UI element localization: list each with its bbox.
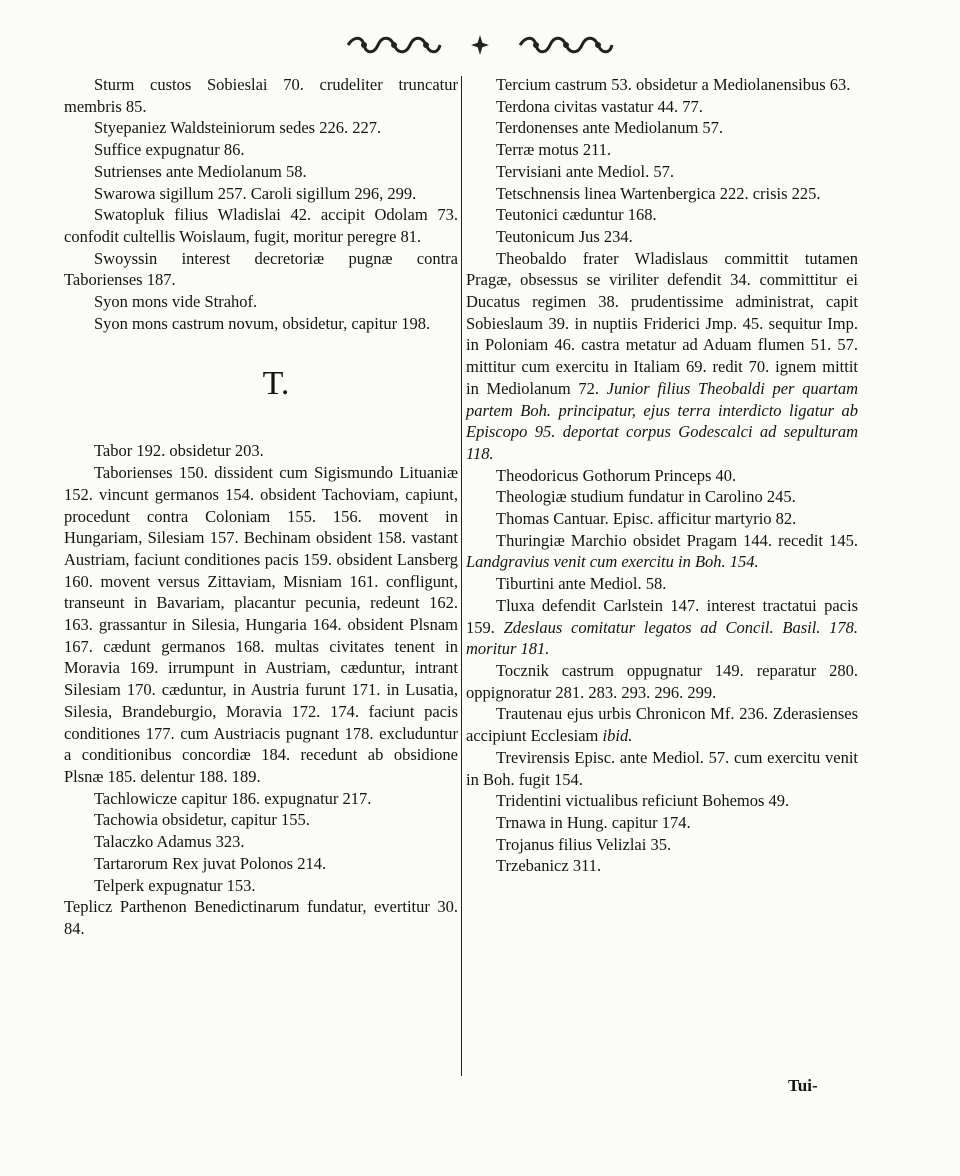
italic-headword: Landgravius venit cum exercitu in Boh. 154. — [466, 552, 759, 572]
ornament-left-icon — [344, 34, 444, 56]
italic-reference: ibid. — [602, 726, 633, 746]
italic-headword: Zdeslaus comitatur legatos ad Concil. Basil. 178. moritur 181. — [466, 617, 859, 659]
index-entry: Telperk expugnatur 153. — [94, 875, 256, 895]
index-entry: Suffice expugnatur 86. — [94, 140, 245, 160]
italic-headword: Junior filius Theobaldi per quartam partem Boh. principatur, ejus terra interdicto ligatur ab Episcopo 95. deportat corpus Godescalci ad sepulturam 118. — [466, 378, 859, 463]
header-ornament — [0, 30, 960, 60]
index-entry: Tridentini victualibus reficiunt Bohemos 49. — [496, 791, 790, 811]
index-entry: Terdonenses ante Mediolanum 57. — [496, 118, 724, 138]
index-entry: Terræ motus 211. — [496, 140, 612, 160]
entry-text: Theobaldo frater Wladislaus committit tutamen Pragæ, obsessus se viriliter defendit 34. committitur ei Ducatus regimen 38. prudentissime administrat, capit Sobieslaum 39. in nuptiis Friderici Jmp. 45. sequitur Imp. in Poloniam 46. castra metatur ad Aduam flumen 51. 57. mittitur cum exercitu in Italiam 69. redit 70. ignem mittit in Mediolanum 72. — [466, 248, 858, 398]
index-entry — [466, 248, 858, 465]
index-entry: Sturm custos Sobieslai 70. crudeliter truncatur membris 85. — [64, 75, 458, 116]
index-entry: Trevirensis Episc. ante Mediol. 57. cum exercitu venit in Boh. fugit 154. — [466, 747, 858, 789]
index-entry: Syon mons vide Strahof. — [94, 292, 258, 312]
index-entry: Thomas Cantuar. Episc. afficitur martyrio 82. — [496, 509, 797, 529]
index-entry: Sutrienses ante Mediolanum 58. — [94, 161, 307, 181]
index-entry: Styepaniez Waldsteiniorum sedes 226. 227. — [94, 118, 382, 138]
index-entry: Tiburtini ante Mediol. 58. — [496, 574, 667, 594]
index-entry: Tartarorum Rex juvat Polonos 214. — [94, 853, 327, 873]
index-entry: Taborienses 150. dissident cum Sigismundo Lituaniæ 152. vincunt germanos 154. obsident Tachoviam, capiunt, procedunt contra Coloniam 155. 156. movent in Hungariam, Silesiam 157. Bechinam obsident 158. vastant Austriam, faciunt conditiones pacis 159. obsident Lansberg 160. movent versus Zittaviam, Misniam 161. confligunt, transeunt in Bavariam, placantur pecunia, redeunt 162. 163. grassantur in Silesia, Hungaria 164. obsident Plsnam 167. cædunt germanos 168. multas civitates tenent in Moravia 169. irrumpunt in Austriam, cæduntur, intrant Silesiam 170. cæduntur, in Austria furunt 171. in Lusatia, Silesia, Brandeburgio, Moravia 172. 174. faciunt pacis conditiones 177. cum Austriacis pugnant 178. excluduntur a conditionibus concordiæ 184. recedunt ab obsidione Plsnæ 185. delentur 188. 189. — [64, 463, 458, 786]
index-entry: Syon mons castrum novum, obsidetur, capitur 198. — [94, 313, 431, 333]
index-entry: Theologiæ studium fundatur in Carolino 245. — [496, 487, 796, 507]
index-entry — [466, 530, 858, 573]
index-entry: Teplicz Parthenon Benedictinarum fundatur, evertitur 30. 84. — [64, 897, 458, 938]
index-entry: Talaczko Adamus 323. — [94, 832, 245, 852]
index-entry — [466, 595, 858, 660]
index-entry: Teutonicum Jus 234. — [496, 226, 633, 246]
index-entry: Terdona civitas vastatur 44. 77. — [496, 96, 703, 116]
index-entry: Swatopluk filius Wladislai 42. accipit Odolam 73. confodit cultellis Woislaum, fugit, moritur peregre 81. — [64, 205, 458, 246]
index-entry: Tabor 192. obsidetur 203. — [94, 441, 264, 461]
entry-text: Tluxa defendit Carlstein 147. interest tractatui pacis 159. — [466, 595, 858, 637]
index-entry: Swoyssin interest decretoriæ pugnæ contra Taborienses 187. — [64, 248, 458, 290]
entry-text: Thuringiæ Marchio obsidet Pragam 144. recedit 145. — [496, 530, 858, 550]
column-divider — [461, 76, 462, 1076]
index-entry: Tocznik castrum oppugnatur 149. reparatur 280. oppignoratur 281. 283. 293. 296. 299. — [466, 660, 858, 702]
index-entry: Tercium castrum 53. obsidetur a Mediolanensibus 63. — [496, 75, 851, 94]
right-column — [466, 74, 858, 877]
index-entry: Tachlowicze capitur 186. expugnatur 217. — [94, 788, 372, 808]
index-entry: Tachowia obsidetur, capitur 155. — [94, 810, 310, 830]
entry-text: Zderasienses accipiunt Ecclesiam — [466, 704, 859, 746]
section-letter-heading: T. — [262, 365, 290, 403]
index-entry: Trzebanicz 311. — [496, 856, 602, 876]
catchword: Tui- — [788, 1076, 818, 1095]
index-entry: Teutonici cæduntur 168. — [496, 205, 657, 225]
ornament-right-icon — [516, 34, 616, 56]
index-entry: Trojanus filius Velizlai 35. — [496, 834, 672, 854]
entry-text: Trautenau ejus urbis Chronicon Mf. 236. — [496, 704, 769, 724]
index-entry: Trnawa in Hung. capitur 174. — [496, 812, 691, 832]
left-column — [64, 74, 458, 940]
index-entry: Swarowa sigillum 257. Caroli sigillum 296, 299. — [94, 183, 417, 203]
cross-ornament-icon — [470, 34, 490, 56]
index-entry — [466, 703, 858, 746]
index-entry: Tetschnensis linea Wartenbergica 222. crisis 225. — [496, 183, 821, 203]
index-entry: Theodoricus Gothorum Princeps 40. — [496, 465, 737, 485]
index-entry: Tervisiani ante Mediol. 57. — [496, 161, 675, 181]
